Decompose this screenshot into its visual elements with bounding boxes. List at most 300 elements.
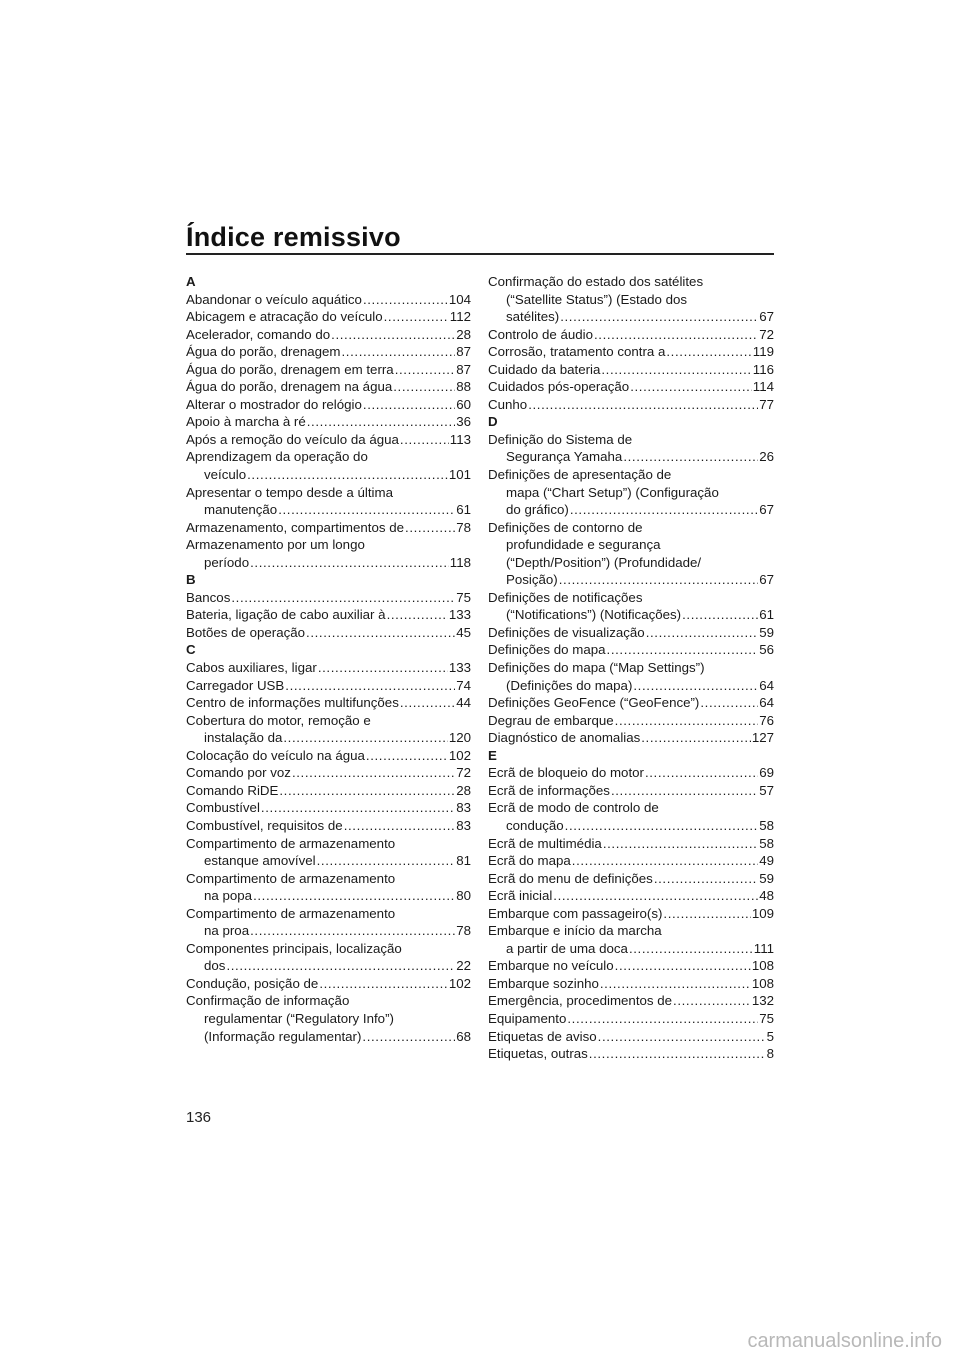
- index-entry-page: 67: [759, 572, 774, 588]
- index-entry-text: Comando por voz: [186, 765, 291, 781]
- index-entry-line: [488, 905, 774, 923]
- index-entry: [488, 378, 774, 396]
- index-entry-page: 119: [752, 344, 774, 360]
- index-entry-text: veículo: [204, 467, 247, 483]
- index-entry-page: 133: [448, 607, 471, 623]
- index-entry-page: 74: [456, 677, 471, 693]
- index-entry: [186, 677, 471, 695]
- index-entry: [488, 326, 774, 344]
- index-entry-page: 118: [449, 554, 471, 570]
- index-entry-line: [488, 835, 774, 853]
- index-entry-line: [186, 957, 471, 975]
- index-entry: [186, 817, 471, 835]
- dot-leader: [283, 729, 447, 747]
- index-entry: [488, 1028, 774, 1046]
- index-entry-text: Após a remoção do veículo da água: [186, 431, 399, 447]
- index-entry-line: [186, 659, 471, 677]
- index-entry-text: (“Satellite Status”) (Estado dos: [506, 291, 688, 307]
- index-entry: [186, 940, 471, 975]
- index-entry-text: (Definições do mapa): [506, 677, 633, 693]
- index-entry-line: [186, 308, 471, 326]
- dot-leader: [654, 870, 758, 888]
- index-entry-page: 72: [759, 326, 774, 342]
- index-entry-text: Embarque e início da marcha: [488, 923, 662, 939]
- index-entry-line: [488, 677, 774, 695]
- index-entry-page: 87: [456, 344, 471, 360]
- index-entry: [186, 589, 471, 607]
- index-entry: [186, 606, 471, 624]
- index-entry-text: Controlo de áudio: [488, 326, 593, 342]
- dot-leader: [395, 361, 455, 379]
- index-entry-line: [186, 413, 471, 431]
- dot-leader: [615, 957, 751, 975]
- index-entry-text: mapa (“Chart Setup”) (Configuração: [506, 484, 719, 500]
- dot-leader: [682, 606, 758, 624]
- index-entry: [186, 624, 471, 642]
- dot-leader: [307, 413, 455, 431]
- index-entry-line: [186, 764, 471, 782]
- index-entry-line: [186, 694, 471, 712]
- index-entry: [488, 975, 774, 993]
- index-entry-text: Equipamento: [488, 1010, 567, 1026]
- index-entry-line: [488, 343, 774, 361]
- index-entry-text: Ecrã do mapa: [488, 853, 571, 869]
- index-entry-page: 57: [759, 782, 774, 798]
- index-entry-page: 102: [448, 975, 471, 991]
- dot-leader: [319, 975, 447, 993]
- index-entry: [186, 799, 471, 817]
- index-entry-text: Ecrã inicial: [488, 888, 553, 904]
- dot-leader: [666, 343, 751, 361]
- index-entry-text: Cuidados pós-operação: [488, 379, 630, 395]
- index-entry-page: 83: [456, 817, 471, 833]
- index-entry: [488, 764, 774, 782]
- index-entry: [186, 326, 471, 344]
- index-entry-text: Ecrã do menu de definições: [488, 870, 653, 886]
- index-entry-page: 61: [456, 502, 471, 518]
- index-entry-page: 81: [456, 853, 471, 869]
- index-entry-text: Embarque com passageiro(s): [488, 905, 663, 921]
- index-entry-line: [488, 764, 774, 782]
- index-entry-line: [186, 589, 471, 607]
- index-entry-page: 101: [448, 467, 471, 483]
- index-entry-line: [186, 975, 471, 993]
- index-entry: [488, 624, 774, 642]
- index-entry-line: [488, 957, 774, 975]
- index-entry-page: 56: [759, 642, 774, 658]
- dot-leader: [400, 431, 449, 449]
- index-entry-text: (“Depth/Position”) (Profundidade/: [506, 554, 702, 570]
- dot-leader: [387, 606, 448, 624]
- dot-leader: [405, 519, 455, 537]
- dot-leader: [318, 659, 448, 677]
- index-entry: [488, 922, 774, 957]
- index-entry-page: 44: [456, 695, 471, 711]
- index-entry-page: 28: [456, 326, 471, 342]
- index-entry: [186, 484, 471, 519]
- dot-leader: [553, 887, 758, 905]
- index-entry-page: 77: [759, 396, 774, 412]
- index-entry-page: 61: [759, 607, 774, 623]
- index-entry-text: Centro de informações multifunções: [186, 695, 399, 711]
- index-entry-text: Diagnóstico de anomalias: [488, 730, 641, 746]
- index-entry-text: Componentes principais, localização: [186, 940, 402, 956]
- index-entry-text: Posição): [506, 572, 558, 588]
- index-entry-page: 87: [456, 361, 471, 377]
- dot-leader: [261, 799, 455, 817]
- index-entry-page: 60: [456, 396, 471, 412]
- dot-leader: [641, 729, 751, 747]
- index-entry: [186, 712, 471, 747]
- title-rule: [186, 253, 774, 255]
- index-entry-line: [488, 782, 774, 800]
- index-entry: [488, 729, 774, 747]
- index-entry-text: Definições de notificações: [488, 589, 643, 605]
- index-entry-page: 59: [759, 624, 774, 640]
- index-entry-page: 48: [759, 888, 774, 904]
- index-entry-page: 58: [759, 817, 774, 833]
- index-entry-line: [186, 554, 471, 572]
- dot-leader: [331, 326, 455, 344]
- index-entry: [186, 396, 471, 414]
- index-entry-text: na popa: [204, 888, 253, 904]
- index-entry: [488, 361, 774, 379]
- index-entry: [186, 431, 471, 449]
- index-entry: [488, 1045, 774, 1063]
- index-entry-line: [186, 519, 471, 537]
- index-entry-line: [488, 729, 774, 747]
- index-entry-line: [488, 1028, 774, 1046]
- index-entry-line: [488, 694, 774, 712]
- index-entry-page: 120: [448, 730, 471, 746]
- index-column-right: [488, 273, 774, 1063]
- index-entry-page: 67: [759, 502, 774, 518]
- index-entry-text: condução: [506, 817, 564, 833]
- index-entry: [186, 835, 471, 870]
- dot-leader: [559, 571, 758, 589]
- index-entry-line: [186, 396, 471, 414]
- watermark: carmanualsonline.info: [747, 1330, 942, 1352]
- index-entry-text: Confirmação de informação: [186, 993, 350, 1009]
- dot-leader: [253, 887, 455, 905]
- index-entry-text: a partir de uma doca: [506, 940, 628, 956]
- index-entry-text: (“Notifications”) (Notificações): [506, 607, 682, 623]
- index-entry-line: [488, 712, 774, 730]
- index-entry-page: 36: [456, 414, 471, 430]
- index-entry-line: [186, 817, 471, 835]
- index-entry-text: Compartimento de armazenamento: [186, 905, 396, 921]
- index-entry-text: Definições de contorno de: [488, 519, 643, 535]
- index-entry-text: Aprendizagem da operação do: [186, 449, 368, 465]
- index-entry: [186, 448, 471, 483]
- index-entry-text: Definições do mapa: [488, 642, 606, 658]
- index-entry-line: [186, 326, 471, 344]
- dot-leader: [630, 378, 752, 396]
- index-entry-text: satélites): [506, 309, 560, 325]
- index-entry-text: Cuidado da bateria: [488, 361, 601, 377]
- index-entry-page: 114: [752, 379, 774, 395]
- dot-leader: [565, 817, 759, 835]
- index-entry-page: 78: [456, 519, 471, 535]
- index-entry-line: [488, 817, 774, 835]
- index-entry: [186, 343, 471, 361]
- index-entry: [186, 782, 471, 800]
- index-entry-text: estanque amovível: [204, 853, 316, 869]
- dot-leader: [363, 291, 448, 309]
- dot-leader: [700, 694, 758, 712]
- index-entry: [488, 466, 774, 519]
- dot-leader: [528, 396, 758, 414]
- index-entry-text: Ecrã de bloqueio do motor: [488, 765, 644, 781]
- index-entry-page: 132: [751, 993, 774, 1009]
- index-entry-text: regulamentar (“Regulatory Info”): [204, 1010, 394, 1026]
- index-entry-text: Etiquetas de aviso: [488, 1028, 597, 1044]
- index-entry-text: Acelerador, comando do: [186, 326, 331, 342]
- index-entry: [186, 870, 471, 905]
- index-entry-page: 67: [759, 309, 774, 325]
- index-entry: [186, 659, 471, 677]
- index-entry-line: [186, 431, 471, 449]
- index-entry-line: [488, 975, 774, 993]
- dot-leader: [601, 361, 751, 379]
- dot-leader: [342, 343, 456, 361]
- index-entry-line: [186, 624, 471, 642]
- index-entry-text: Definições GeoFence (“GeoFence”): [488, 695, 700, 711]
- index-entry-line: [186, 922, 471, 940]
- index-entry: [186, 992, 471, 1045]
- index-entry-text: Cobertura do motor, remoção e: [186, 712, 371, 728]
- index-entry-text: Cunho: [488, 396, 528, 412]
- index-entry: [488, 852, 774, 870]
- dot-leader: [362, 1028, 455, 1046]
- index-entry: [488, 905, 774, 923]
- dot-leader: [306, 624, 455, 642]
- index-entry-text: Abicagem e atracação do veículo: [186, 309, 383, 325]
- index-entry-page: 64: [759, 677, 774, 693]
- index-entry-text: Emergência, procedimentos de: [488, 993, 673, 1009]
- index-entry-line: [488, 1010, 774, 1028]
- index-entry-line: [186, 466, 471, 484]
- index-entry-line: [488, 378, 774, 396]
- dot-leader: [363, 396, 455, 414]
- index-entry: [186, 291, 471, 309]
- dot-leader: [673, 992, 751, 1010]
- index-entry-line: [186, 501, 471, 519]
- index-entry-page: 108: [751, 975, 774, 991]
- dot-leader: [226, 957, 455, 975]
- index-entry-text: Definição do Sistema de: [488, 431, 633, 447]
- index-entry: [488, 782, 774, 800]
- dot-leader: [344, 817, 456, 835]
- index-entry: [186, 975, 471, 993]
- index-entry: [186, 378, 471, 396]
- index-entry-page: 8: [766, 1046, 774, 1062]
- index-entry-line: [488, 308, 774, 326]
- index-entry-page: 127: [751, 730, 774, 746]
- index-entry-text: Bancos: [186, 589, 231, 605]
- index-entry-text: Definições de apresentação de: [488, 467, 672, 483]
- index-entry-page: 88: [456, 379, 471, 395]
- dot-leader: [292, 764, 455, 782]
- dot-leader: [560, 308, 758, 326]
- dot-leader: [250, 554, 449, 572]
- dot-leader: [567, 1010, 758, 1028]
- dot-leader: [594, 326, 758, 344]
- page-number: 136: [186, 1109, 212, 1126]
- index-entry-page: 5: [766, 1028, 774, 1044]
- index-entry-page: 69: [759, 765, 774, 781]
- index-entry-text: Ecrã de multimédia: [488, 835, 602, 851]
- index-entry: [488, 589, 774, 624]
- index-entry: [186, 413, 471, 431]
- index-entry-text: Ecrã de informações: [488, 782, 610, 798]
- index-entry-text: profundidade e segurança: [506, 537, 661, 553]
- index-entry-line: [488, 940, 774, 958]
- index-entry-text: Ecrã de modo de controlo de: [488, 800, 659, 816]
- index-entry-line: [488, 641, 774, 659]
- index-entry: [488, 659, 774, 694]
- index-entry-text: Alterar o mostrador do relógio: [186, 396, 362, 412]
- index-entry-text: Botões de operação: [186, 624, 306, 640]
- index-entry-text: Abandonar o veículo aquático: [186, 291, 362, 307]
- index-letter-heading: D: [488, 414, 498, 430]
- dot-leader: [607, 641, 759, 659]
- index-entry-line: [186, 606, 471, 624]
- index-entry-line: [186, 852, 471, 870]
- index-entry-page: 109: [751, 905, 774, 921]
- index-entry-page: 68: [456, 1028, 471, 1044]
- index-entry-text: Etiquetas, outras: [488, 1046, 588, 1062]
- dot-leader: [633, 677, 758, 695]
- index-letter-heading: E: [488, 747, 497, 763]
- dot-leader: [384, 308, 449, 326]
- dot-leader: [600, 975, 751, 993]
- index-entry-line: [186, 361, 471, 379]
- index-entry-line: [488, 992, 774, 1010]
- index-entry-page: 45: [456, 624, 471, 640]
- index-entry-line: [488, 606, 774, 624]
- dot-leader: [400, 694, 455, 712]
- index-entry-line: [488, 887, 774, 905]
- index-entry-text: manutenção: [204, 502, 278, 518]
- index-entry-line: [488, 870, 774, 888]
- index-entry-text: Confirmação do estado dos satélites: [488, 274, 704, 289]
- index-entry-page: 76: [759, 712, 774, 728]
- index-entry: [488, 396, 774, 414]
- index-entry: [488, 431, 774, 466]
- index-entry-line: [488, 396, 774, 414]
- index-entry-page: 58: [759, 835, 774, 851]
- index-entry: [488, 992, 774, 1010]
- index-entry-line: [186, 747, 471, 765]
- index-entry: [488, 957, 774, 975]
- index-entry-line: [186, 782, 471, 800]
- index-entry-page: 28: [456, 782, 471, 798]
- index-entry-text: período: [204, 554, 250, 570]
- index-entry-text: Definições de visualização: [488, 624, 645, 640]
- index-entry-page: 78: [456, 923, 471, 939]
- dot-leader: [572, 852, 758, 870]
- index-entry: [488, 1010, 774, 1028]
- dot-leader: [317, 852, 456, 870]
- index-entry-text: dos: [204, 958, 226, 974]
- index-entry-text: Água do porão, drenagem: [186, 344, 341, 360]
- index-column-left: [186, 273, 471, 1045]
- index-entry-line: [488, 448, 774, 466]
- dot-leader: [615, 712, 759, 730]
- index-entry-line: [186, 291, 471, 309]
- dot-leader: [623, 448, 758, 466]
- dot-leader: [393, 378, 455, 396]
- index-letter-heading: A: [186, 274, 196, 289]
- index-entry-text: Carregador USB: [186, 677, 285, 693]
- index-entry-line: [488, 326, 774, 344]
- index-entry-text: Degrau de embarque: [488, 712, 614, 728]
- index-entry-text: Comando RiDE: [186, 782, 279, 798]
- index-entry: [186, 361, 471, 379]
- dot-leader: [247, 466, 448, 484]
- index-entry-page: 108: [751, 958, 774, 974]
- dot-leader: [250, 922, 455, 940]
- dot-leader: [598, 1028, 766, 1046]
- index-entry-page: 64: [759, 695, 774, 711]
- index-entry-page: 75: [456, 589, 471, 605]
- index-entry-text: Compartimento de armazenamento: [186, 835, 396, 851]
- index-entry-text: Água do porão, drenagem em terra: [186, 361, 394, 377]
- index-entry: [488, 712, 774, 730]
- index-entry-line: [488, 571, 774, 589]
- index-entry-text: Colocação do veículo na água: [186, 747, 365, 763]
- index-entry-text: Condução, posição de: [186, 975, 319, 991]
- index-letter-heading: C: [186, 642, 196, 658]
- index-entry-line: [186, 1028, 471, 1046]
- dot-leader: [589, 1045, 766, 1063]
- index-entry-text: Corrosão, tratamento contra a: [488, 344, 666, 360]
- index-entry-page: 83: [456, 800, 471, 816]
- index-entry: [186, 308, 471, 326]
- index-entry-text: Armazenamento por um longo: [186, 537, 365, 553]
- index-entry-line: [488, 624, 774, 642]
- index-entry-text: Embarque no veículo: [488, 958, 614, 974]
- index-entry-text: do gráfico): [506, 502, 569, 518]
- index-entry-page: 72: [456, 765, 471, 781]
- dot-leader: [285, 677, 455, 695]
- index-entry-text: Bateria, ligação de cabo auxiliar à: [186, 607, 386, 623]
- index-entry: [186, 764, 471, 782]
- index-entry-line: [186, 378, 471, 396]
- index-entry-text: instalação da: [204, 730, 283, 746]
- index-entry-text: Armazenamento, compartimentos de: [186, 519, 405, 535]
- dot-leader: [570, 501, 758, 519]
- index-entry-page: 80: [456, 888, 471, 904]
- index-entry-page: 22: [456, 958, 471, 974]
- index-entry-page: 113: [449, 431, 471, 447]
- index-entry-page: 104: [448, 291, 471, 307]
- index-entry: [488, 694, 774, 712]
- dot-leader: [611, 782, 758, 800]
- index-entry-page: 112: [449, 309, 471, 325]
- index-entry: [488, 887, 774, 905]
- index-entry-text: Embarque sozinho: [488, 975, 599, 991]
- index-entry-line: [186, 729, 471, 747]
- index-entry-text: Combustível, requisitos de: [186, 817, 343, 833]
- index-entry-page: 26: [759, 449, 774, 465]
- index-entry-page: 75: [759, 1010, 774, 1026]
- index-entry-page: 133: [448, 660, 471, 676]
- dot-leader: [366, 747, 448, 765]
- dot-leader: [646, 624, 759, 642]
- dot-leader: [278, 501, 455, 519]
